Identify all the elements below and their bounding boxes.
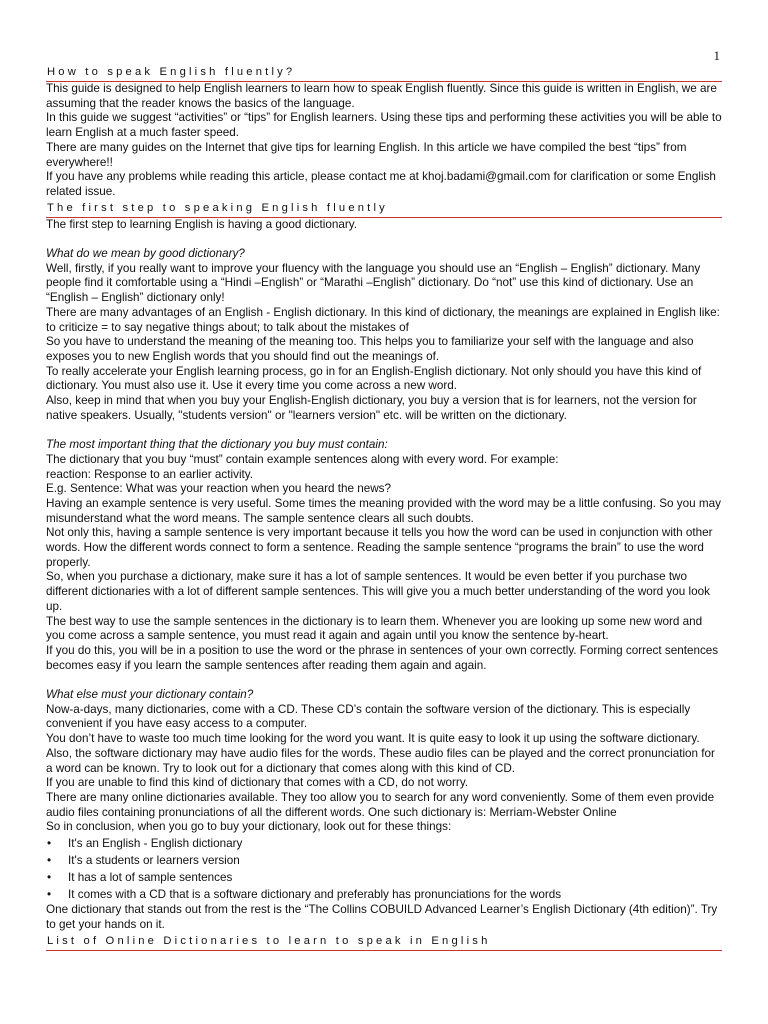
paragraph: There are many guides on the Internet that give tips for learning English. In this article we have compiled the best “tips” from everywhere!! [46,140,687,169]
spacer [46,232,722,247]
document-body [46,64,722,951]
paragraph: reaction: Response to an earlier activity. [46,467,254,481]
paragraph: To really accelerate your English learning process, go in for an English-English dictionary. Not only should you have this kind of dictionary. You must also use it. Use it every time you come across a new word. [46,364,702,393]
paragraph: If you are unable to find this kind of dictionary that comes with a CD, do not worry. [46,776,469,790]
list-item: • It's a students or learners version [46,852,722,869]
section-heading: How to speak English fluently? [46,64,722,82]
paragraph: Well, firstly, if you really want to improve your fluency with the language you should use an “English – English” dictionary. Many people find it comfortable using a “Hindi –English” or “Marathi –English” dictionary. Do “not” use this kind of dictionary. Use an “English – English” dictionary only! [46,261,701,305]
paragraph: One dictionary that stands out from the rest is the “The Collins COBUILD Advanced Learner’s English Dictionary (4th edition)”. Try to get your hands on it. [46,903,718,931]
paragraph: This guide is designed to help English learners to learn how to speak English fluently. Since this guide is written in English, we are assuming that the reader knows the basics of the language. [46,82,717,110]
paragraph: There are many advantages of an English - English dictionary. In this kind of dictionary, the meanings are explained in English like: [46,305,720,319]
list-item: • It has a lot of sample sentences [46,869,722,886]
paragraph: So in conclusion, when you go to buy your dictionary, look out for these things: [46,820,452,834]
paragraph: In this guide we suggest “activities” or “tips” for English learners. Using these tips and performing these activities you will be able to learn English at a much faster speed. [46,111,722,140]
paragraph: If you have any problems while reading this article, please contact me at khoj.badami@gmail.com for clarification or some English related issue. [46,170,716,198]
paragraph: So you have to understand the meaning of the meaning too. This helps you to familiarize your self with the language and also exposes you to new English words that you should find out the meanings of. [46,335,694,363]
page-number: 1 [713,48,720,63]
paragraph: There are many online dictionaries available. They too allow you to search for any word conveniently. Some of them even provide audio files containing pronunciations of all the different words. One such dictionary is: Merriam-Webster Online [46,791,715,819]
paragraph: You don’t have to waste too much time looking for the word you want. It is quite easy to look it up using the software dictionary. Also, the software dictionary may have audio files for the words. These audio files can be played and the correct pronunciation for a word can be known. Try to look out for a dictionary that comes along with this kind of CD. [46,732,715,775]
paragraph: So, when you purchase a dictionary, make sure it has a lot of sample sentences. It would be even better if you purchase two different dictionaries with a lot of different sample sentences. This will give you a much better understanding of the word you look up. [46,570,710,613]
paragraph: The first step to learning English is having a good dictionary. [46,217,357,231]
paragraph: E.g. Sentence: What was your reaction when you heard the news? [46,482,391,496]
list-item: • It's an English - English dictionary [46,835,722,852]
subheading: What do we mean by good dictionary? [46,247,245,261]
paragraph: If you do this, you will be in a position to use the word or the phrase in sentences of your own correctly. Forming correct sentences becomes easy if you learn the sample sentences after reading them again and again. [46,643,719,672]
section-heading: The first step to speaking English fluently [46,200,722,218]
section-heading: List of Online Dictionaries to learn to speak in English [46,933,722,951]
paragraph: Also, keep in mind that when you buy your English-English dictionary, you buy a version that is for learners, not the version for native speakers. Usually, "students version" or "learners version" etc. will be written on the dictionary. [46,394,697,422]
checklist [46,835,722,903]
paragraph: Now-a-days, many dictionaries, come with a CD. These CD’s contain the software version of the dictionary. This is especially convenient if you have easy access to a computer. [46,702,691,731]
paragraph: The best way to use the sample sentences in the dictionary is to learn them. Whenever you are looking up some new word and you come across a sample sentence, you must read it again and again until you know the sentence by-heart. [46,614,703,643]
paragraph: to criticize = to say negative things about; to talk about the mistakes of [46,320,409,334]
list-item: • It comes with a CD that is a software dictionary and preferably has pronunciations for the words [46,886,722,903]
subheading: What else must your dictionary contain? [46,688,254,702]
subheading: The most important thing that the dictionary you buy must contain: [46,438,388,452]
paragraph: Not only this, having a sample sentence is very important because it tells you how the word can be used in conjunction with other words. How the different words connect to form a sentence. Reading the sample sentence “programs the brain” to use the word properly. [46,526,713,569]
spacer [46,423,722,438]
paragraph: The dictionary that you buy “must” contain example sentences along with every word. For example: [46,452,559,466]
paragraph: Having an example sentence is very useful. Some times the meaning provided with the word may be a little confusing. So you may misunderstand what the word means. The sample sentence clears all such doubts. [46,496,721,525]
spacer [46,673,722,688]
